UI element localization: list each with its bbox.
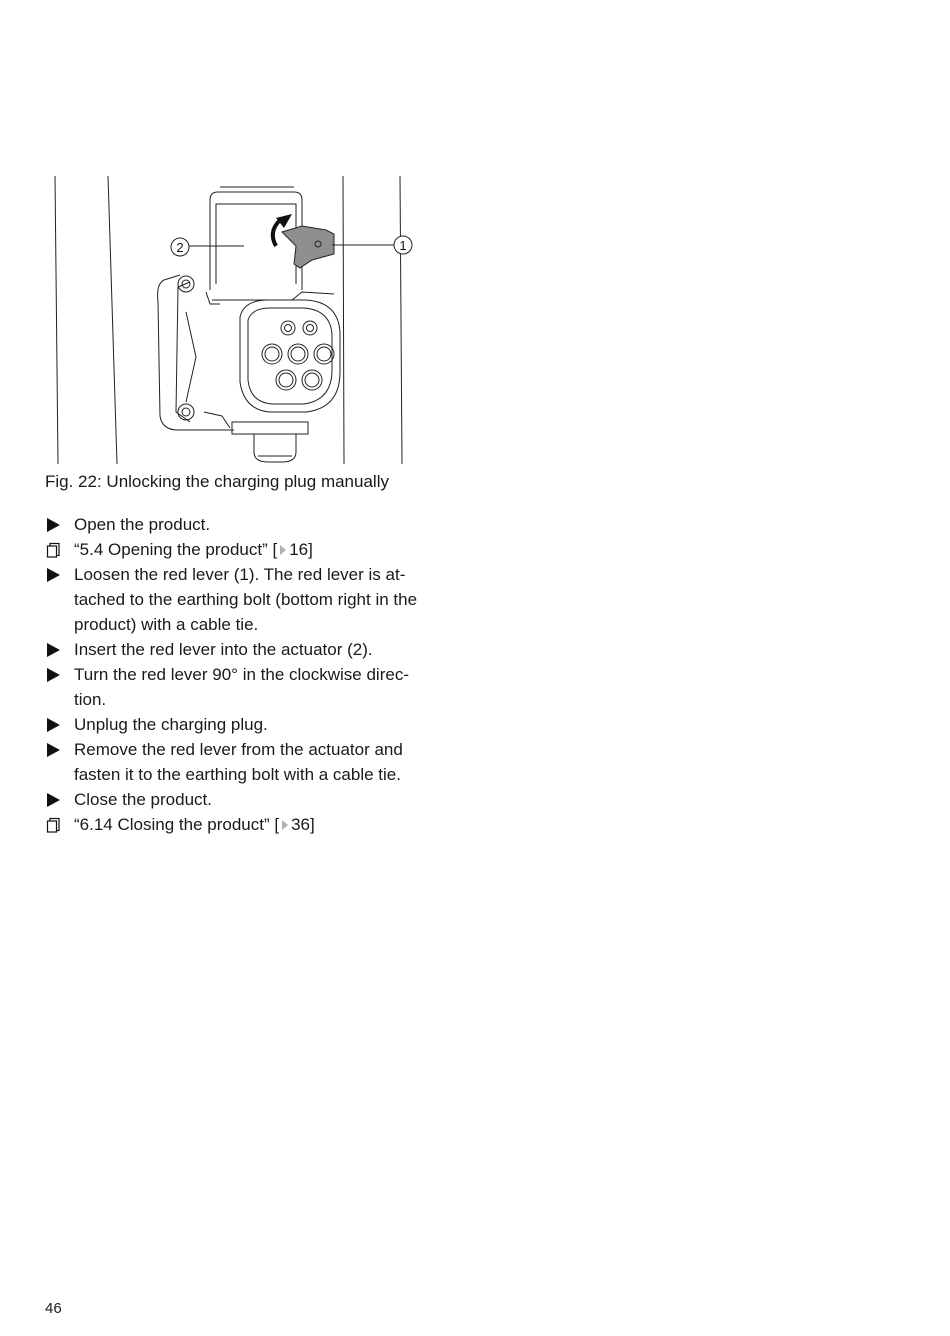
triangle-bullet-icon — [46, 712, 64, 737]
step-action — [45, 662, 455, 687]
step-text: Loosen the red lever (1). The red lever is at- — [74, 565, 406, 584]
step-text: tached to the earthing bolt (bottom right in the — [74, 590, 418, 609]
figure-unlocking-plug — [44, 172, 424, 468]
svg-text:1: 1 — [399, 238, 407, 253]
page-number: 46 — [45, 1300, 62, 1317]
step-text: “5.4 Opening the product” [ — [74, 540, 278, 559]
step-text: tion. — [74, 690, 107, 709]
figure-caption: Fig. 22: Unlocking the charging plug manually — [45, 472, 389, 491]
rotation-arrow-icon — [273, 220, 280, 246]
reference-page[interactable]: 36 — [291, 815, 310, 834]
callout-2 — [171, 238, 189, 256]
triangle-bullet-icon — [46, 562, 64, 587]
step-continuation — [45, 612, 455, 637]
document-reference-icon — [46, 812, 64, 837]
svg-text:2: 2 — [176, 240, 184, 255]
step-continuation — [45, 687, 455, 712]
reference-close-bracket: ] — [308, 540, 313, 559]
step-text: Insert the red lever into the actuator (2). — [74, 640, 373, 659]
step-action — [45, 637, 455, 662]
step-text: Unplug the charging plug. — [74, 715, 268, 734]
charging-plug-illustration — [44, 172, 424, 468]
step-text: Remove the red lever from the actuator and — [74, 740, 403, 759]
step-continuation — [45, 587, 455, 612]
step-action — [45, 562, 455, 587]
step-action — [45, 787, 455, 812]
reference-close-bracket: ] — [309, 815, 315, 834]
step-text: fasten it to the earthing bolt with a cable tie. — [74, 765, 401, 784]
step-text: product) with a cable tie. — [74, 615, 259, 634]
document-reference-icon — [46, 537, 64, 562]
step-text: Turn the red lever 90° in the clockwise direc- — [74, 665, 409, 684]
page-arrow-icon — [278, 538, 288, 550]
callout-1 — [394, 236, 412, 254]
step-text: Open the product. — [74, 515, 211, 534]
triangle-bullet-icon — [46, 512, 64, 537]
reference-page[interactable]: 16 — [289, 540, 309, 559]
triangle-bullet-icon — [46, 637, 64, 662]
step-reference[interactable] — [45, 812, 455, 837]
step-action — [45, 512, 455, 537]
instruction-list — [45, 512, 455, 837]
step-text: Close the product. — [74, 790, 212, 809]
triangle-bullet-icon — [46, 787, 64, 812]
triangle-bullet-icon — [46, 737, 64, 762]
step-action — [45, 712, 455, 737]
step-continuation — [45, 762, 455, 787]
step-text: “6.14 Closing the product” [ — [74, 815, 280, 834]
step-action — [45, 737, 455, 762]
page-arrow-icon — [280, 813, 290, 825]
triangle-bullet-icon — [46, 662, 64, 687]
step-reference[interactable] — [45, 537, 455, 562]
red-lever — [282, 226, 334, 268]
